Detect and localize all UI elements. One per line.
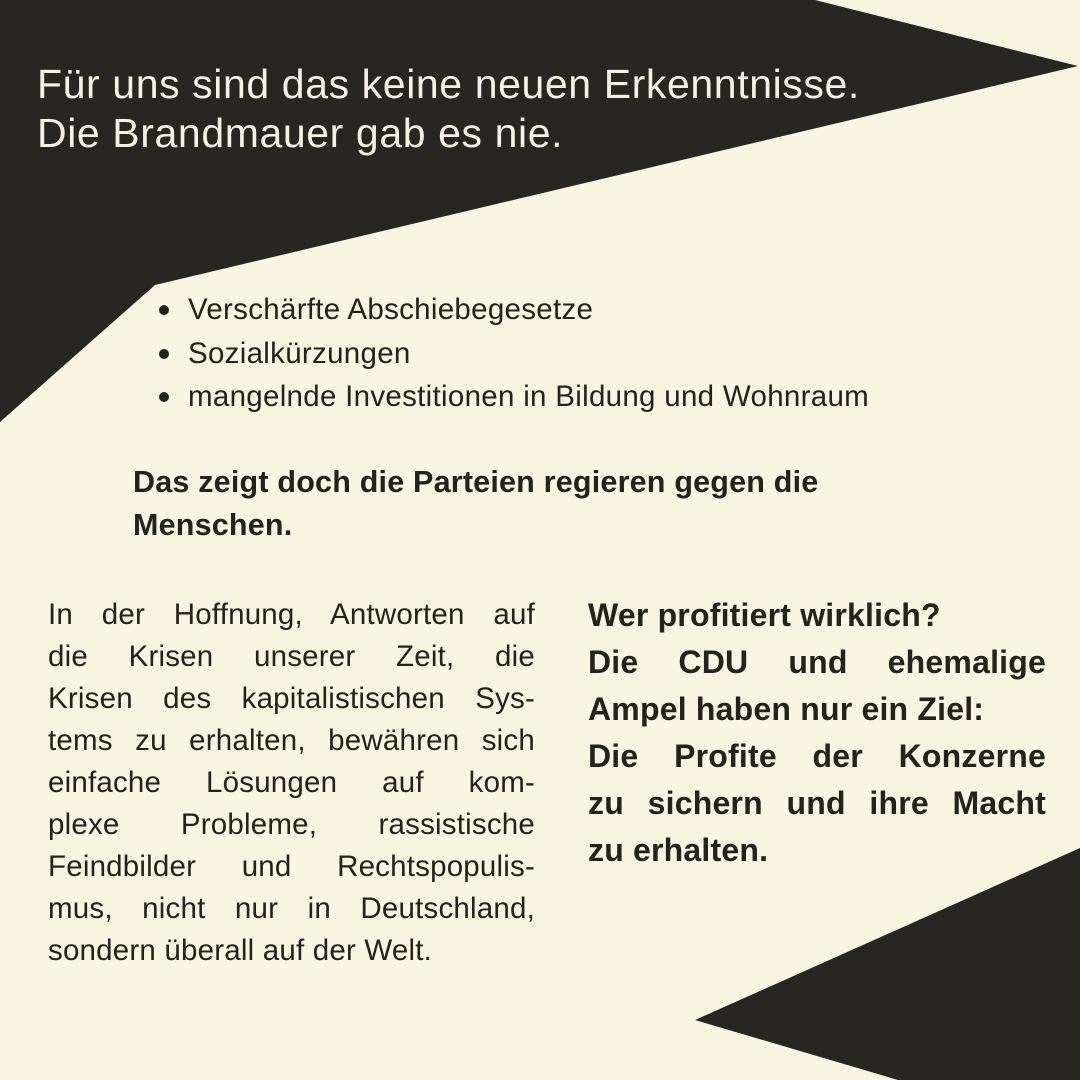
- paragraph-line: tems zu erhalten, bewähren sich: [48, 724, 535, 757]
- paragraph-line: Krisen des kapitalistischen Sys-: [48, 682, 535, 715]
- paragraph-line: einfache Lösungen auf kom-: [48, 766, 535, 799]
- paragraph-line: mus, nicht nur in Deutschland,: [48, 892, 535, 925]
- emphasis-line: Die Profite der Konzerne: [588, 738, 1046, 774]
- header-title: [37, 60, 937, 158]
- statement-line-2: Menschen.: [133, 507, 293, 542]
- paragraph-line: die Krisen unserer Zeit, die: [48, 640, 535, 673]
- bullet-dot-icon: [159, 305, 169, 315]
- bullet-dot-icon: [159, 349, 169, 359]
- header-title-line-1: Für uns sind das keine neuen Erkenntnisse.: [37, 61, 860, 107]
- bullet-item: [159, 375, 1039, 419]
- paragraph-line: sondern überall auf der Welt.: [48, 934, 433, 967]
- emphasis-line: Wer profitiert wirklich?: [588, 597, 941, 633]
- statement-line-1: Das zeigt doch die Parteien regieren gegen die: [133, 465, 819, 499]
- emphasis-line: zu sichern und ihre Macht: [588, 785, 1046, 821]
- emphasis-line: Ampel haben nur ein Ziel:: [588, 691, 985, 727]
- bullet-dot-icon: [159, 392, 169, 402]
- bullet-text: mangelnde Investitionen in Bildung und Wohnraum: [188, 380, 870, 413]
- bullet-list: [159, 288, 1039, 419]
- emphasis-line: Die CDU und ehemalige: [588, 644, 1046, 680]
- paragraph-line: In der Hoffnung, Antworten auf: [48, 598, 535, 631]
- paragraph-line: plexe Probleme, rassistische: [48, 808, 535, 841]
- bullet-text: Verschärfte Abschiebegesetze: [188, 293, 594, 326]
- paragraph-line: Feindbilder und Rechtspopulis-: [48, 850, 535, 883]
- bullet-item: [159, 332, 1039, 376]
- bullet-text: Sozialkürzungen: [188, 336, 411, 370]
- statement-text: [133, 461, 973, 546]
- header-title-line-2: Die Brandmauer gab es nie.: [37, 110, 564, 156]
- bullet-item: [159, 288, 1039, 332]
- right-emphasis-paragraph: [588, 592, 1046, 874]
- emphasis-line: zu erhalten.: [588, 832, 769, 868]
- left-paragraph: [48, 594, 535, 972]
